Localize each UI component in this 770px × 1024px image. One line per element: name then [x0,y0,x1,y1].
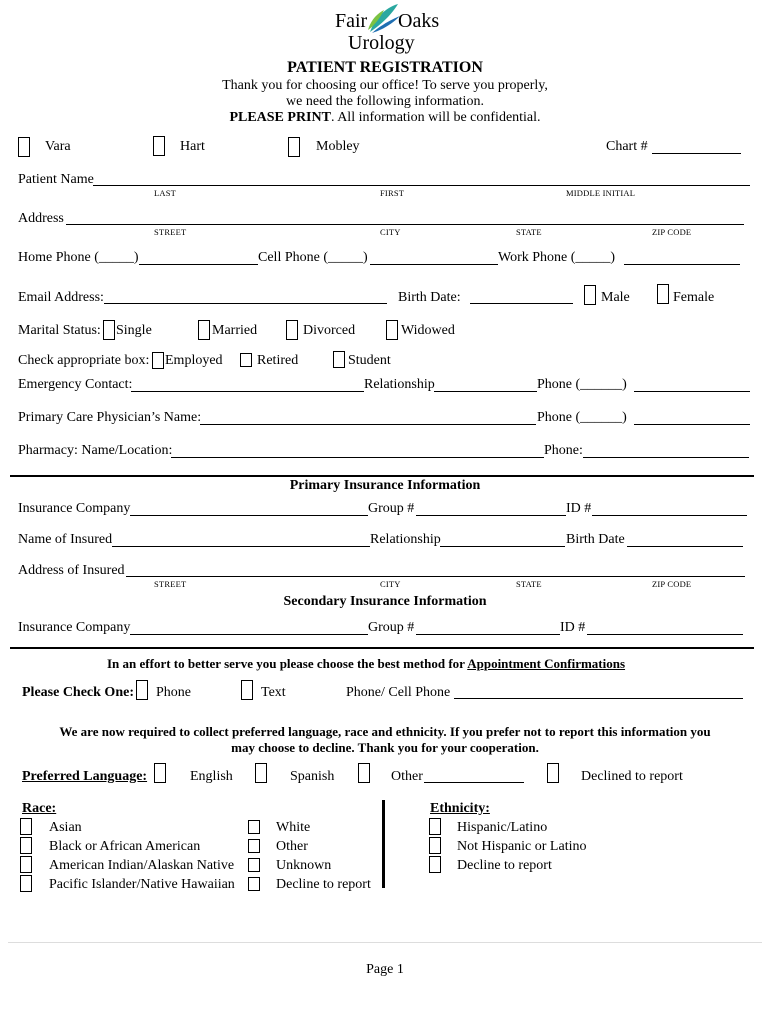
ins-sub-city: CITY [380,579,401,589]
checkbox-vara[interactable] [18,137,30,157]
spanish-label: Spanish [290,769,335,784]
race-other-label: Other [276,839,308,854]
intro-line-1: Thank you for choosing our office! To serve you properly, [222,78,548,93]
race-white-label: White [276,820,311,835]
ins-sub-zip: ZIP CODE [652,579,692,589]
checkbox-race-asian[interactable] [20,818,32,835]
pharmacy-phone-label: Phone: [544,443,583,458]
emergency-field[interactable] [131,391,364,392]
ethnicity-label: Ethnicity: [430,801,490,816]
checkbox-race-other[interactable] [248,839,260,853]
hispanic-label: Hispanic/Latino [457,820,548,835]
race-decline-label: Decline to report [276,877,371,892]
checkbox-other-language[interactable] [358,763,370,783]
secondary-id-field[interactable] [587,634,743,635]
checkbox-race-native[interactable] [20,856,32,873]
checkbox-married[interactable] [198,320,210,340]
email-label: Email Address: [18,290,104,305]
checkbox-mobley[interactable] [288,137,300,157]
cell-phone-label: Cell Phone (_____) [258,250,368,265]
checkbox-race-black[interactable] [20,837,32,854]
home-phone-label: Home Phone (_____) [18,250,139,265]
doctor-hart-label: Hart [180,139,205,154]
checkbox-appt-phone[interactable] [136,680,148,700]
page-title: PATIENT REGISTRATION [287,59,483,76]
race-pacific-label: Pacific Islander/Native Hawaiian [49,877,235,892]
insured-birth-label: Birth Date [566,532,625,547]
phone-cell-field[interactable] [454,698,743,699]
work-phone-label: Work Phone (_____) [498,250,616,265]
male-label: Male [601,290,630,305]
sub-zip: ZIP CODE [652,227,692,237]
checkbox-male[interactable] [584,285,596,305]
sub-street: STREET [154,227,187,237]
employed-label: Employed [165,353,223,368]
secondary-insurance-title: Secondary Insurance Information [283,594,487,609]
primary-group-label: Group # [368,501,415,516]
primary-group-field[interactable] [416,515,566,516]
ins-sub-street: STREET [154,579,187,589]
leaf-icon [366,2,402,34]
cell-phone-field[interactable] [370,264,498,265]
doctor-vara-label: Vara [45,139,71,154]
logo-text-oaks: Oaks [398,10,440,32]
pcp-phone-field[interactable] [634,424,750,425]
divorced-label: Divorced [303,323,356,338]
checkbox-appt-text[interactable] [241,680,253,700]
student-label: Student [348,353,391,368]
sub-last: LAST [154,188,177,198]
appt-text-label: Text [261,685,286,700]
checkbox-ethnicity-decline[interactable] [429,856,441,873]
sub-city: CITY [380,227,401,237]
appt-text: In an effort to better serve you please choose the best method for [107,656,468,671]
chart-field[interactable] [652,153,741,154]
emergency-label: Emergency Contact: [18,377,133,392]
not-hispanic-label: Not Hispanic or Latino [457,839,587,854]
patient-name-field[interactable] [93,185,750,186]
primary-id-field[interactable] [592,515,747,516]
pharmacy-field[interactable] [171,457,544,458]
checkbox-english[interactable] [154,763,166,783]
race-black-label: Black or African American [49,839,201,854]
checkbox-female[interactable] [657,284,669,304]
confidential-note: . All information will be confidential. [330,110,541,125]
insured-birth-field[interactable] [627,546,743,547]
address-field[interactable] [66,224,744,225]
race-label: Race: [22,801,57,816]
checkbox-widowed[interactable] [386,320,398,340]
section-rule-appointments [10,647,754,649]
address-label: Address [18,211,64,226]
checkbox-race-unknown[interactable] [248,858,260,872]
birth-date-field[interactable] [470,303,573,304]
sub-state: STATE [516,227,542,237]
primary-insurance-title: Primary Insurance Information [289,478,481,493]
emergency-phone-field[interactable] [634,391,750,392]
secondary-ins-company-label: Insurance Company [18,620,131,635]
secondary-ins-company-field[interactable] [130,634,368,635]
pharmacy-phone-field[interactable] [583,457,749,458]
logo-text-fair: Fair [335,10,368,32]
ethnicity-decline-label: Decline to report [457,858,552,873]
appt-phone-label: Phone [156,685,191,700]
primary-id-label: ID # [566,501,592,516]
checkbox-retired[interactable] [240,353,252,367]
secondary-group-field[interactable] [416,634,560,635]
race-unknown-label: Unknown [276,858,332,873]
ins-sub-state: STATE [516,579,542,589]
race-native-label: American Indian/Alaskan Native [49,858,235,873]
emergency-relationship-label: Relationship [364,377,435,392]
chart-label: Chart # [606,139,648,154]
doctor-mobley-label: Mobley [316,139,360,154]
secondary-group-label: Group # [368,620,415,635]
female-label: Female [673,290,715,305]
insured-relationship-label: Relationship [370,532,441,547]
birth-date-label: Birth Date: [398,290,461,305]
sub-middle: MIDDLE INITIAL [566,188,636,198]
required-notice-1: We are now required to collect preferred language, race and ethnicity. If you prefer not to report this information you [59,724,711,739]
pcp-phone-label: Phone (______) [537,410,627,425]
work-phone-field[interactable] [624,264,740,265]
pharmacy-label: Pharmacy: Name/Location: [18,443,173,458]
email-field[interactable] [104,303,387,304]
race-ethnicity-divider [382,800,385,888]
name-insured-label: Name of Insured [18,532,113,547]
checkbox-hispanic[interactable] [429,818,441,835]
retired-label: Retired [257,353,299,368]
patient-name-label: Patient Name [18,172,94,187]
checkbox-race-decline[interactable] [248,877,260,891]
please-print: PLEASE PRINT [229,110,331,125]
secondary-id-label: ID # [560,620,586,635]
checkbox-declined-language[interactable] [547,763,559,783]
required-notice-2: may choose to decline. Thank you for your cooperation. [231,740,539,755]
checkbox-not-hispanic[interactable] [429,837,441,854]
checkbox-single[interactable] [103,320,115,340]
primary-ins-company-field[interactable] [130,515,368,516]
checkbox-employed[interactable] [152,352,164,369]
race-asian-label: Asian [49,820,82,835]
marital-label: Marital Status: [18,323,101,338]
name-insured-field[interactable] [112,546,370,547]
page-number: Page 1 [366,962,404,977]
appt-link: Appointment Confirmations [467,656,626,671]
pcp-field[interactable] [200,424,536,425]
appt-instruction [107,656,625,672]
widowed-label: Widowed [401,323,455,338]
intro-line-2: we need the following information. [286,94,484,109]
intro-line-3 [0,110,770,126]
single-label: Single [116,323,152,338]
primary-ins-company-label: Insurance Company [18,501,131,516]
emergency-phone-label: Phone (______) [537,377,627,392]
address-insured-field[interactable] [126,576,745,577]
checkbox-hart[interactable] [153,136,165,156]
address-insured-label: Address of Insured [18,563,125,578]
logo-text-urology: Urology [348,32,415,54]
footer-divider [8,942,762,943]
checkbox-race-pacific[interactable] [20,875,32,892]
home-phone-field[interactable] [139,264,258,265]
insured-relationship-field[interactable] [440,546,565,547]
other-language-field[interactable] [424,782,524,783]
pcp-label: Primary Care Physician’s Name: [18,410,202,425]
please-check-label: Please Check One: [22,685,134,700]
english-label: English [190,769,233,784]
declined-language-label: Declined to report [581,769,683,784]
check-box-label: Check appropriate box: [18,353,150,368]
checkbox-divorced[interactable] [286,320,298,340]
married-label: Married [212,323,258,338]
checkbox-race-white[interactable] [248,820,260,834]
section-rule-primary [10,475,754,477]
phone-cell-label: Phone/ Cell Phone [346,685,451,700]
sub-first: FIRST [380,188,405,198]
checkbox-spanish[interactable] [255,763,267,783]
other-language-label: Other [391,769,423,784]
emergency-relationship-field[interactable] [434,391,537,392]
preferred-language-label: Preferred Language: [22,769,148,784]
checkbox-student[interactable] [333,351,345,368]
